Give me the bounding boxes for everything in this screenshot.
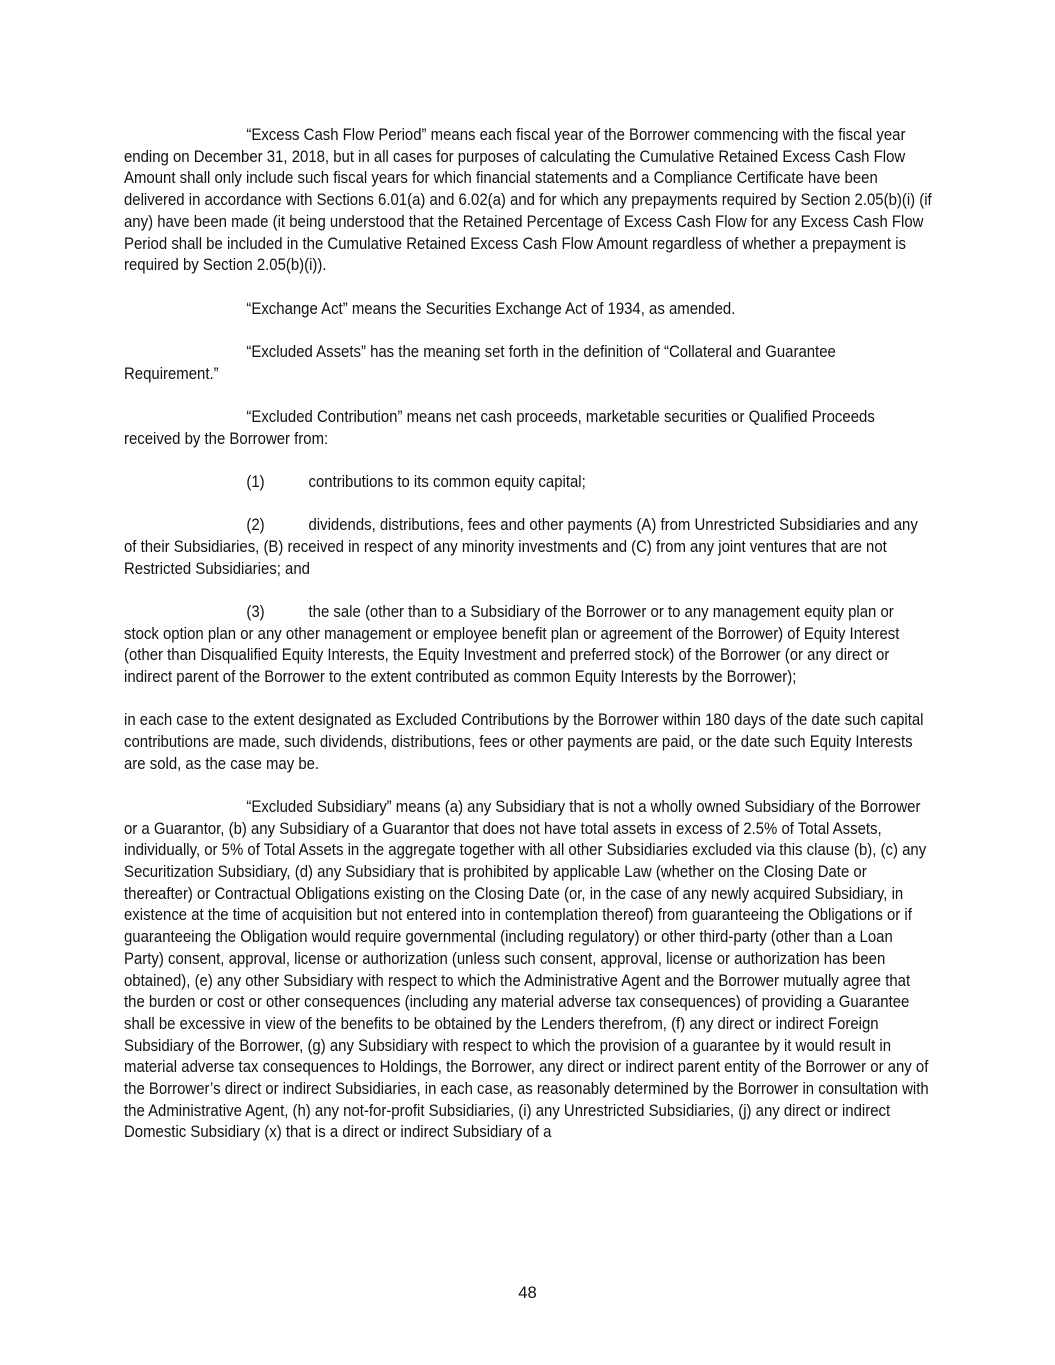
list-item-number: (1)	[246, 471, 265, 491]
list-item-text: dividends, distributions, fees and other payments (A) from Unrestricted Subsidiaries and any of their Subsidiaries, (B) received in respect of any minority investments and (C) from any joint ventures that are not Restricted Subsidiaries; and	[124, 515, 918, 578]
list-item-3	[124, 601, 932, 688]
excluded-contribution-trailing-clause: in each case to the extent designated as Excluded Contributions by the Borrower within 180 days of the date such capital contributions are made, such dividends, distributions, fees or other payments are paid, or the date such Equity Interests are sold, as the case may be.	[124, 710, 924, 773]
list-item-text: contributions to its common equity capital;	[308, 471, 586, 491]
list-item-1	[124, 471, 932, 493]
definition-excluded-assets: “Excluded Assets” has the meaning set forth in the definition of “Collateral and Guarantee Requirement.”	[124, 341, 836, 383]
list-item-2	[124, 514, 932, 579]
list-item-text: the sale (other than to a Subsidiary of the Borrower or to any management equity plan or stock option plan or any other management or employee benefit plan or agreement of the Borrower) of Equity Interest (other than Disqualified Equity Interests, the Equity Investment and preferred stock) of the Borrower (or any direct or indirect parent of the Borrower to the extent contributed as common Equity Interests by the Borrower);	[124, 601, 900, 686]
list-item-number: (3)	[246, 601, 265, 621]
list-item-number: (2)	[246, 515, 265, 535]
page-number: 48	[518, 1283, 537, 1302]
definition-excess-cash-flow-period: “Excess Cash Flow Period” means each fiscal year of the Borrower commencing with the fiscal year ending on December 31, 2018, but in all cases for purposes of calculating the Cumulative Retained Excess Cash Flow Amount shall only include such fiscal years for which financial statements and a Compliance Certificate have been delivered in accordance with Sections 6.01(a) and 6.02(a) and for which any prepayments required by Section 2.05(b)(i) (if any) have been made (it being understood that the Retained Percentage of Excess Cash Flow for any Excess Cash Flow Period shall be included in the Cumulative Retained Excess Cash Flow Amount regardless of whether a prepayment is required by Section 2.05(b)(i)).	[124, 125, 932, 275]
definition-excluded-subsidiary: “Excluded Subsidiary” means (a) any Subsidiary that is not a wholly owned Subsidiary of the Borrower or a Guarantor, (b) any Subsidiary of a Guarantor that does not have total assets in excess of 2.5% of Total Assets, individually, or 5% of Total Assets in the aggregate together with all other Subsidiaries excluded via this clause (b), (c) any Securitization Subsidiary, (d) any Subsidiary that is prohibited by applicable Law (whether on the Closing Date or thereafter) or Contractual Obligations existing on the Closing Date (or, in the case of any newly acquired Subsidiary, in existence at the time of acquisition but not entered into in contemplation thereof) from guaranteeing the Obligations or if guaranteeing the Obligation would require governmental (including regulatory) or other third-party (other than a Loan Party) consent, approval, license or authorization (unless such consent, approval, license or authorization has been obtained), (e) any other Subsidiary with respect to which the Administrative Agent and the Borrower mutually agree that the burden or cost or other consequences (including any material adverse tax consequences) of providing a Guarantee shall be excessive in view of the benefits to be obtained by the Lenders therefrom, (f) any direct or indirect Foreign Subsidiary of the Borrower, (g) any Subsidiary with respect to which the provision of a guarantee by it would result in material adverse tax consequences to Holdings, the Borrower, any direct or indirect parent entity of the Borrower or any of the Borrower’s direct or indirect Subsidiaries, in each case, as reasonably determined by the Borrower in consultation with the Administrative Agent, (h) any not-for-profit Subsidiaries, (i) any Unrestricted Subsidiaries, (j) any direct or indirect Domestic Subsidiary (x) that is a direct or indirect Subsidiary of a	[124, 796, 929, 1142]
definition-excluded-contribution: “Excluded Contribution” means net cash proceeds, marketable securities or Qualified Proceeds received by the Borrower from:	[124, 406, 875, 448]
definition-exchange-act: “Exchange Act” means the Securities Exchange Act of 1934, as amended.	[246, 298, 736, 318]
document-body	[124, 124, 932, 1165]
